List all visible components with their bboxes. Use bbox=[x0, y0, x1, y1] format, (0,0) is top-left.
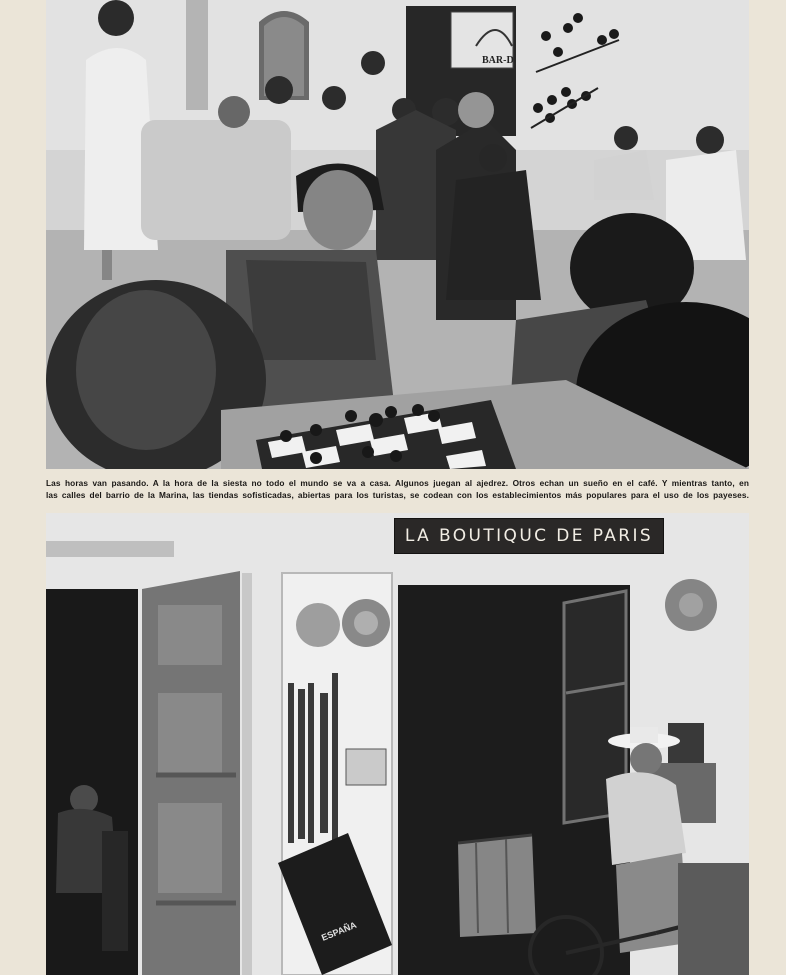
wooden-shutter bbox=[142, 571, 240, 975]
cafe-chess-photo bbox=[46, 0, 749, 469]
photo-caption: Las horas van pasando. A la hora de la siesta no todo el mundo se va a casa. Algunos juegan al ajedrez. Otros echan un sueño en el café. Y mientras tanto, en las calles del barrio de la Marina, las tiendas sofisticadas, abiertas para los turistas, se codean con los establecimientos más populares para el uso de los payeses. bbox=[46, 478, 749, 500]
boutique-street-photo bbox=[46, 513, 749, 975]
straw-basket bbox=[458, 835, 536, 937]
bar-sign: BAR-D bbox=[482, 55, 514, 66]
poster-text: ESPAÑA bbox=[320, 919, 358, 943]
boutique-shop-sign: LA BOUTIQUC DE PARIS bbox=[394, 518, 664, 554]
